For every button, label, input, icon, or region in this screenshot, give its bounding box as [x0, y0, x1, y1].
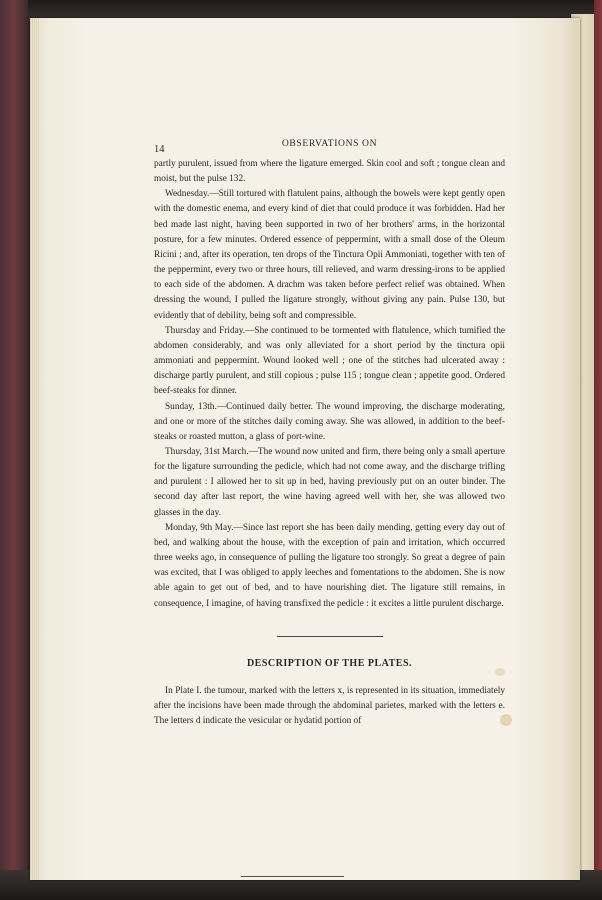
page-gutter-edge — [30, 18, 40, 880]
case-paragraph: Wednesday.—Still tortured with flatulent pains, although the bowels were kept gently open with the domestic enema, and every kind of diet that could produce it was forbidden. Had her bed made last night, having been supported in two of her brothers' arms, in the horizontal posture, for a few minutes. Ordered essence of peppermint, with a small dose of the Oleum Ricini ; and, after its operation, ten drops of the Tinctura Opii Ammoniati, together with ten of the peppermint, every two or three hours, till relieved, and warm dressing-irons to be applied to each side of the abdomen. A drachm was taken before perfect relief was obtained. When dressing the wound, I pulled the ligature strongly, without giving any pain. Pulse 130, but evidently that of debility, being soft and compressible. — [154, 189, 505, 321]
book-binding-left — [0, 0, 28, 900]
section-divider — [154, 612, 505, 656]
running-title: OBSERVATIONS ON — [281, 138, 378, 149]
plates-paragraph: In Plate I. the tumour, marked with the letters x, is represented in its situation, immediately after the incisions have been made through the abdominal parietes, marked with the letters e. The letters d indicate the vesicular or hydatid portion of — [154, 685, 505, 727]
page-header — [154, 136, 505, 153]
case-paragraph: Thursday, 31st March.—The wound now united and firm, there being only a small aperture for the ligature surrounding the pedicle, which had not come away, and the discharge trifling and purulent : I allowed her to sit up in bed, having previously put on an outer binder. The second day after last report, the wine having agreed well with her, she was allowed two glasses in the day. — [154, 446, 505, 518]
case-paragraph: Monday, 9th May.—Since last report she has been daily mending, getting every day out of bed, and walking about the house, with the exception of pain and irritation, which occurred three weeks ago, in consequence of pulling the ligature too strongly. So great a degree of pain was excited, that I was obliged to apply leeches and fomentations to the abdomen. She is now able again to get out of bed, and to have nourishing diet. The ligature still remains, in consequence, I imagine, of having transfixed the pedicle : it excites a little purulent discharge. — [154, 522, 505, 609]
case-paragraph: Sunday, 13th.—Continued daily better. The wound improving, the discharge moderating, and one or more of the stitches daily coming away. She was allowed, in addition to the beef-steaks or roasted mutton, a glass of port-wine. — [154, 401, 505, 442]
case-paragraph: partly purulent, issued from where the ligature emerged. Skin cool and soft ; tongue clean and moist, but the pulse 132. — [154, 159, 505, 185]
plates-section-heading: DESCRIPTION OF THE PLATES. — [246, 657, 413, 669]
case-paragraph: Thursday and Friday.—She continued to be tormented with flatulence, which tumified the abdomen considerably, and was only alleviated for a short period by the tinctura opii ammoniati and peppermint. Wound looked well ; one of the stitches had ulcerated away : discharge partly purulent, and still copious ; pulse 115 ; tongue clean ; appetite good. Ordered beef-steaks for dinner. — [154, 325, 505, 397]
page-number: 14 — [154, 144, 165, 155]
footer-rule — [241, 876, 344, 877]
book-binding-right — [594, 0, 602, 900]
divider-rule — [277, 636, 383, 637]
page-text-block — [154, 136, 505, 729]
